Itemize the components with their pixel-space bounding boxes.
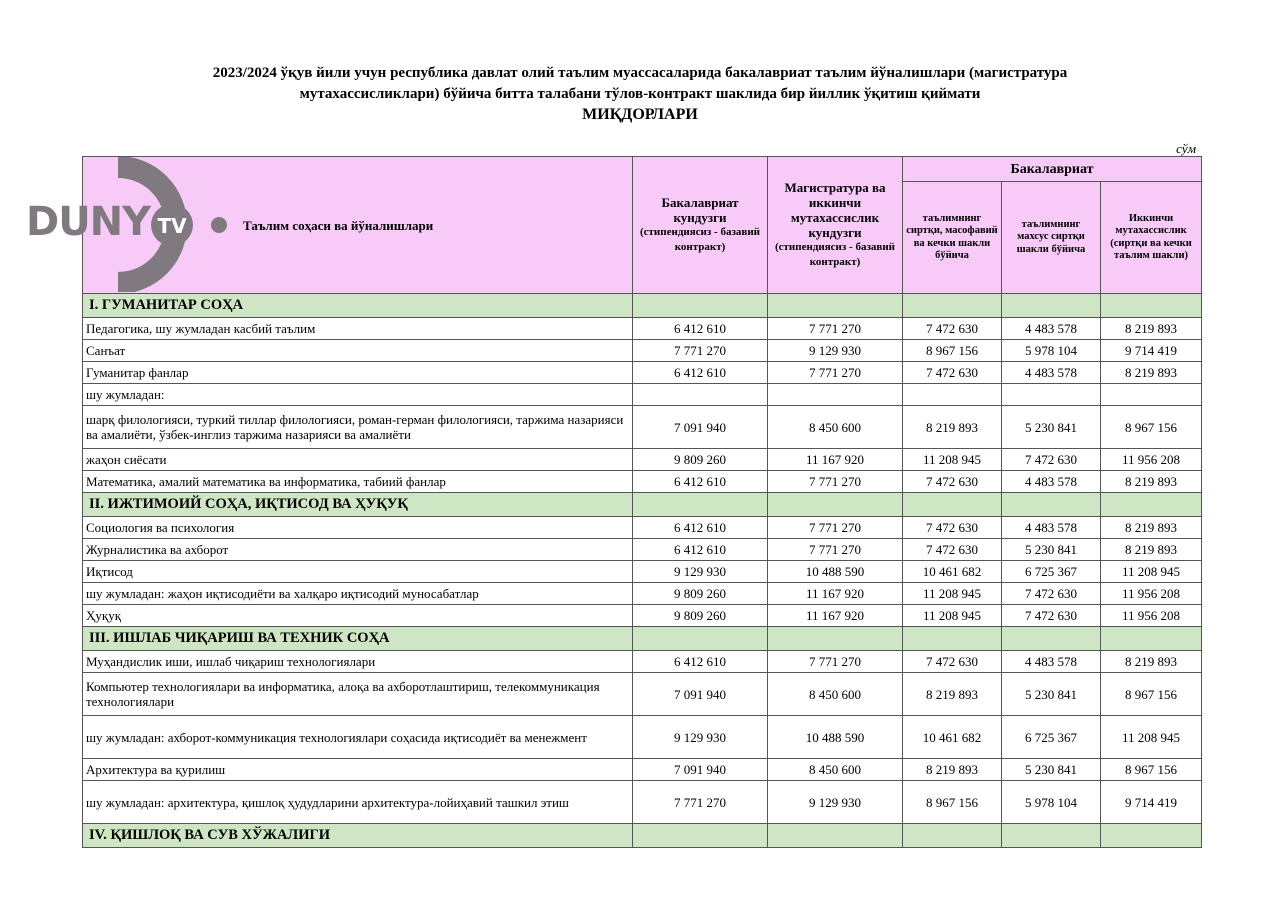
fee-value: 10 461 682: [903, 716, 1002, 759]
section-row: [83, 493, 1202, 517]
fee-value: 6 412 610: [633, 318, 768, 340]
fee-value: [1101, 384, 1202, 406]
fee-value: 5 230 841: [1002, 406, 1101, 449]
fee-value: 6 725 367: [1002, 561, 1101, 583]
fee-value: 10 488 590: [768, 716, 903, 759]
header-master-day-sub: (стипендиясиз - базавий контракт): [774, 241, 896, 268]
fee-value: 4 483 578: [1002, 471, 1101, 493]
table-header-row-1: [83, 157, 1202, 182]
fee-value: 6 412 610: [633, 362, 768, 384]
fee-value: 7 472 630: [903, 517, 1002, 539]
fee-value: 8 967 156: [903, 781, 1002, 824]
fee-value: 10 488 590: [768, 561, 903, 583]
program-name: жаҳон сиёсати: [83, 449, 633, 471]
fee-value: 6 412 610: [633, 539, 768, 561]
header-master-day-title: Магистратура ва иккинчи мутахассислик кундузги: [784, 180, 886, 240]
fee-value: 6 412 610: [633, 517, 768, 539]
tuition-fee-table: [82, 156, 1202, 848]
watermark-text: DUNY: [26, 199, 151, 245]
program-name: Иқтисод: [83, 561, 633, 583]
fee-value: 7 771 270: [768, 471, 903, 493]
fee-value: 8 219 893: [1101, 517, 1202, 539]
fee-value: 8 450 600: [768, 673, 903, 716]
fee-value: 7 472 630: [903, 651, 1002, 673]
fee-value: 11 956 208: [1101, 605, 1202, 627]
program-name: Компьютер технологиялари ва информатика, алоқа ва ахборотлаштириш, телекоммуникация технологиялари: [83, 673, 633, 716]
section-empty-cell: [1101, 627, 1202, 651]
fee-value: 9 714 419: [1101, 781, 1202, 824]
fee-value: 8 219 893: [1101, 651, 1202, 673]
table-row: [83, 561, 1202, 583]
fee-value: 8 967 156: [1101, 406, 1202, 449]
table-row: [83, 716, 1202, 759]
fee-value: 6 725 367: [1002, 716, 1101, 759]
table-row: [83, 781, 1202, 824]
table-row: [83, 449, 1202, 471]
program-name: шу жумладан: архитектура, қишлоқ ҳудудларини архитектура-лойиҳавий ташкил этиш: [83, 781, 633, 824]
fee-value: 7 771 270: [633, 781, 768, 824]
table-row: [83, 759, 1202, 781]
program-name: Социология ва психология: [83, 517, 633, 539]
section-empty-cell: [768, 627, 903, 651]
table-row: [83, 340, 1202, 362]
fee-value: 9 129 930: [768, 781, 903, 824]
header-bachelor-day-sub: (стипендиясиз - базавий контракт): [639, 226, 761, 253]
fee-value: 11 956 208: [1101, 449, 1202, 471]
program-name: Математика, амалий математика ва информатика, табиий фанлар: [83, 471, 633, 493]
program-name: Педагогика, шу жумладан касбий таълим: [83, 318, 633, 340]
fee-value: 5 230 841: [1002, 759, 1101, 781]
section-title: IV. ҚИШЛОҚ ВА СУВ ХЎЖАЛИГИ: [83, 824, 633, 848]
fee-value: 10 461 682: [903, 561, 1002, 583]
program-name: Муҳандислик иши, ишлаб чиқариш технологиялари: [83, 651, 633, 673]
fee-value: 11 208 945: [1101, 716, 1202, 759]
fee-value: 8 219 893: [903, 406, 1002, 449]
program-name: шу жумладан: ахборот-коммуникация технологиялари соҳасида иқтисодиёт ва менежмент: [83, 716, 633, 759]
fee-value: 11 167 920: [768, 449, 903, 471]
header-bachelor-group: Бакалавриат: [903, 157, 1202, 182]
table-row: [83, 539, 1202, 561]
fee-value: 7 472 630: [903, 539, 1002, 561]
fee-value: 5 230 841: [1002, 539, 1101, 561]
fee-value: 7 472 630: [903, 471, 1002, 493]
section-empty-cell: [903, 627, 1002, 651]
watermark-badge: TV: [157, 214, 187, 238]
currency-label: сўм: [1176, 141, 1196, 156]
fee-value: 8 219 893: [903, 673, 1002, 716]
fee-value: 7 472 630: [1002, 605, 1101, 627]
fee-value: [768, 384, 903, 406]
section-empty-cell: [1101, 824, 1202, 848]
fee-value: 9 809 260: [633, 605, 768, 627]
fee-value: [1002, 384, 1101, 406]
program-name: Ҳуқуқ: [83, 605, 633, 627]
table-row: [83, 605, 1202, 627]
section-empty-cell: [633, 824, 768, 848]
header-second-specialty: Иккинчи мутахассислик (сиртқи ва кечки таълим шакли): [1101, 182, 1202, 294]
fee-value: 8 450 600: [768, 759, 903, 781]
program-name: шу жумладан: жаҳон иқтисодиёти ва халқаро иқтисодий муносабатлар: [83, 583, 633, 605]
table-row: [83, 583, 1202, 605]
fee-value: 9 809 260: [633, 449, 768, 471]
document-title-line-3: МИҚДОРЛАРИ: [582, 106, 698, 123]
fee-value: 5 978 104: [1002, 340, 1101, 362]
fee-value: 11 956 208: [1101, 583, 1202, 605]
section-empty-cell: [768, 824, 903, 848]
fee-value: 7 771 270: [768, 517, 903, 539]
program-name: Гуманитар фанлар: [83, 362, 633, 384]
section-title: II. ИЖТИМОИЙ СОҲА, ИҚТИСОД ВА ҲУҚУҚ: [83, 493, 633, 517]
section-empty-cell: [633, 294, 768, 318]
fee-value: 5 978 104: [1002, 781, 1101, 824]
fee-value: 7 091 940: [633, 673, 768, 716]
fee-value: 8 219 893: [1101, 362, 1202, 384]
fee-value: 7 472 630: [1002, 449, 1101, 471]
header-special-extramural: таълимнинг махсус сиртқи шакли бўйича: [1002, 182, 1101, 294]
program-name: Санъат: [83, 340, 633, 362]
fee-value: 11 208 945: [903, 449, 1002, 471]
section-empty-cell: [903, 824, 1002, 848]
section-empty-cell: [1101, 294, 1202, 318]
fee-value: 11 208 945: [903, 583, 1002, 605]
section-empty-cell: [1002, 824, 1101, 848]
table-row: [83, 651, 1202, 673]
fee-value: 7 771 270: [768, 539, 903, 561]
fee-value: 7 771 270: [768, 651, 903, 673]
section-empty-cell: [1101, 493, 1202, 517]
fee-value: 8 219 893: [1101, 471, 1202, 493]
section-row: [83, 824, 1202, 848]
table-row: [83, 406, 1202, 449]
table-row: [83, 471, 1202, 493]
fee-value: 7 472 630: [1002, 583, 1101, 605]
fee-value: 4 483 578: [1002, 517, 1101, 539]
table-row: [83, 517, 1202, 539]
document-title-line-2: мутахассисликлари) бўйича битта талабани тўлов-контракт шаклида бир йиллик ўқитиш қиймати: [299, 86, 981, 102]
fee-value: 8 219 893: [1101, 539, 1202, 561]
section-empty-cell: [633, 493, 768, 517]
fee-value: 9 714 419: [1101, 340, 1202, 362]
section-empty-cell: [1002, 493, 1101, 517]
section-empty-cell: [903, 493, 1002, 517]
fee-value: 9 129 930: [633, 716, 768, 759]
section-row: [83, 627, 1202, 651]
table-row: [83, 384, 1202, 406]
header-master-day: [768, 157, 903, 294]
fee-value: 8 967 156: [903, 340, 1002, 362]
fee-value: 8 219 893: [1101, 318, 1202, 340]
section-empty-cell: [768, 294, 903, 318]
fee-value: 7 771 270: [633, 340, 768, 362]
fee-value: 7 472 630: [903, 362, 1002, 384]
fee-value: 6 412 610: [633, 651, 768, 673]
section-empty-cell: [1002, 627, 1101, 651]
table-row: [83, 362, 1202, 384]
program-name: Журналистика ва ахборот: [83, 539, 633, 561]
fee-value: 9 129 930: [633, 561, 768, 583]
section-empty-cell: [768, 493, 903, 517]
fee-value: 5 230 841: [1002, 673, 1101, 716]
fee-value: 9 129 930: [768, 340, 903, 362]
table-row: [83, 673, 1202, 716]
fee-value: 11 208 945: [1101, 561, 1202, 583]
fee-value: 8 967 156: [1101, 673, 1202, 716]
fee-value: 7 472 630: [903, 318, 1002, 340]
header-bachelor-day: [633, 157, 768, 294]
fee-value: 11 167 920: [768, 583, 903, 605]
fee-value: [633, 384, 768, 406]
section-empty-cell: [1002, 294, 1101, 318]
section-title: III. ИШЛАБ ЧИҚАРИШ ВА ТЕХНИК СОҲА: [83, 627, 633, 651]
program-name: шарқ филологияси, туркий тиллар филологияси, роман-герман филологияси, таржима назарияси ва амалиёти, ўзбек-инглиз таржима назарияси ва амалиёти: [83, 406, 633, 449]
fee-value: 4 483 578: [1002, 651, 1101, 673]
watermark-logo: [22, 157, 242, 292]
fee-value: 11 167 920: [768, 605, 903, 627]
fee-value: 8 967 156: [1101, 759, 1202, 781]
fee-value: 8 450 600: [768, 406, 903, 449]
header-name-column: Таълим соҳаси ва йўналишлари: [83, 157, 633, 294]
section-empty-cell: [633, 627, 768, 651]
fee-value: 4 483 578: [1002, 362, 1101, 384]
fee-value: 4 483 578: [1002, 318, 1101, 340]
program-name: шу жумладан:: [83, 384, 633, 406]
document-title-line-1: 2023/2024 ўқув йили учун республика давлат олий таълим муассасаларида бакалавриат таълим йўналишлари (магистратура: [212, 65, 1068, 81]
table-row: [83, 318, 1202, 340]
section-empty-cell: [903, 294, 1002, 318]
section-title: I. ГУМАНИТАР СОҲА: [83, 294, 633, 318]
fee-value: 7 091 940: [633, 406, 768, 449]
header-extramural: таълимнинг сиртқи, масофавий ва кечки шакли бўйича: [903, 182, 1002, 294]
fee-value: 7 771 270: [768, 318, 903, 340]
header-bachelor-day-title: Бакалавриат кундузги: [661, 195, 739, 225]
program-name: Архитектура ва қурилиш: [83, 759, 633, 781]
fee-value: 7 771 270: [768, 362, 903, 384]
fee-value: 7 091 940: [633, 759, 768, 781]
fee-value: 8 219 893: [903, 759, 1002, 781]
fee-value: 9 809 260: [633, 583, 768, 605]
fee-value: 11 208 945: [903, 605, 1002, 627]
section-row: [83, 294, 1202, 318]
fee-value: 6 412 610: [633, 471, 768, 493]
fee-value: [903, 384, 1002, 406]
